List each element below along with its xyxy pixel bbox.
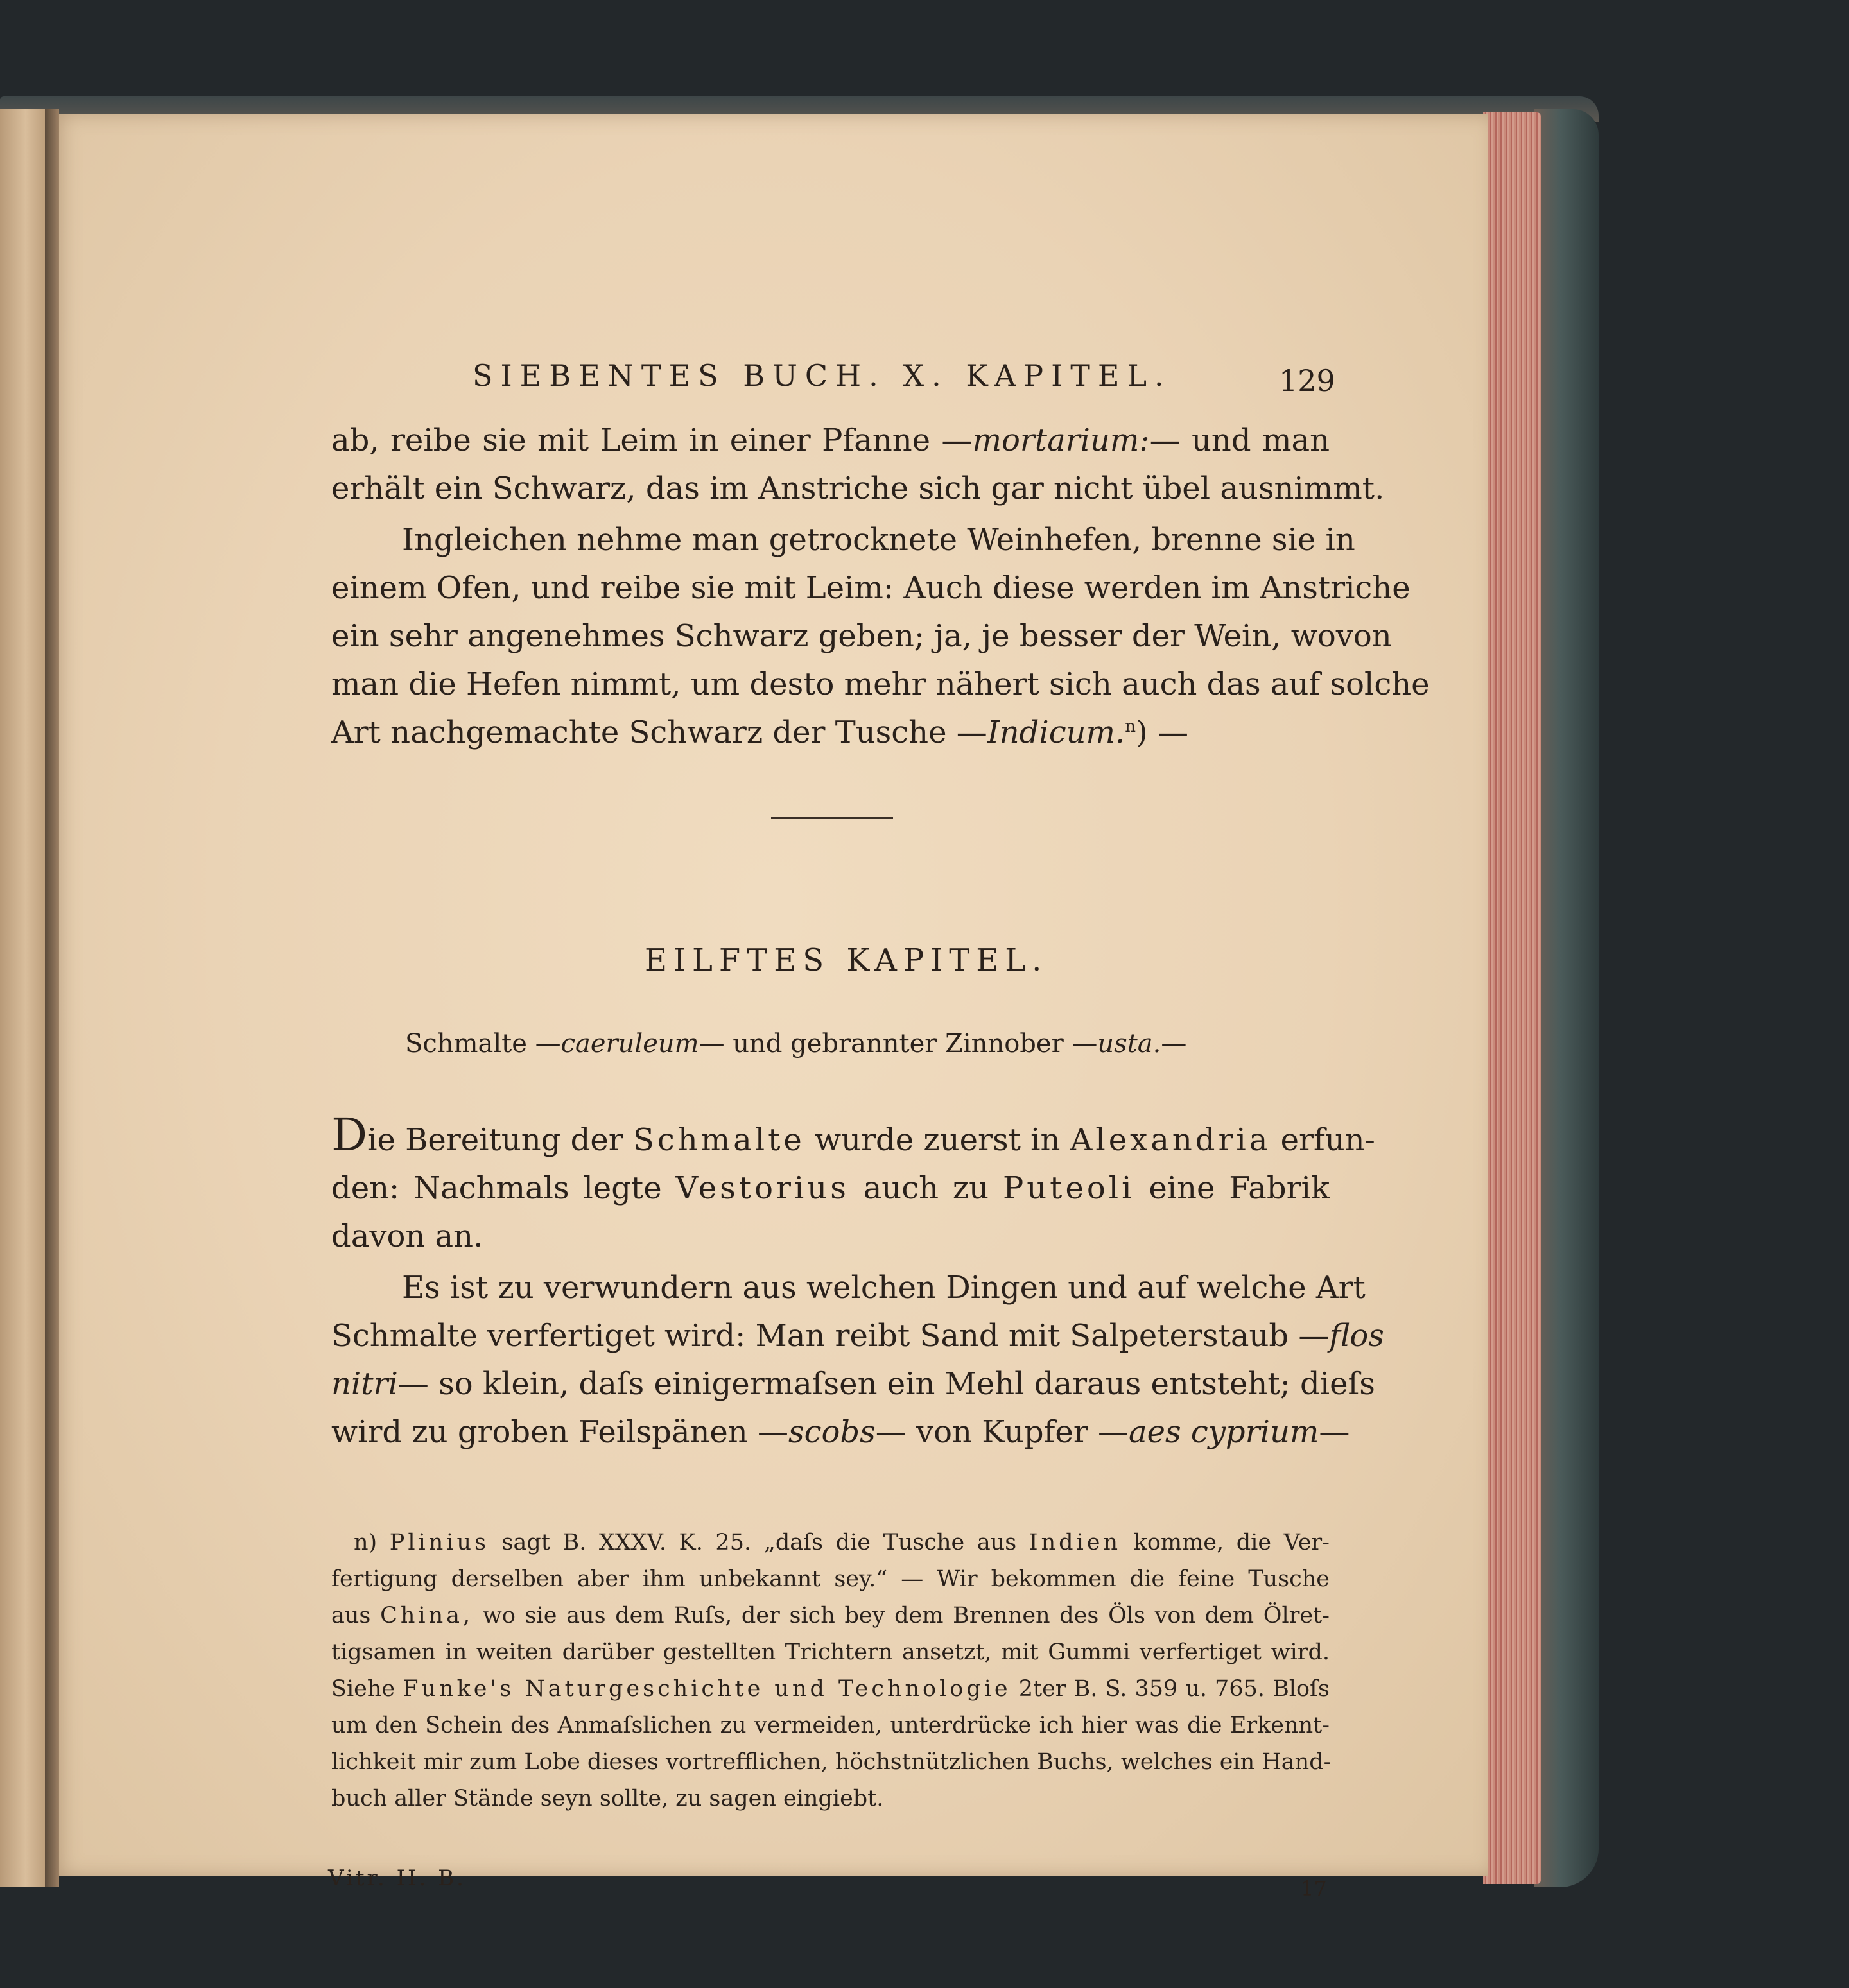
footnote-line: aus China, wo sie aus dem Ruſs, der sich bey dem Brennen des Öls von dem Ölret- bbox=[331, 1603, 1330, 1629]
footnote-line: Siehe Funke's Naturgeschichte und Technologie 2ter B. S. 359 u. 765. Bloſs bbox=[331, 1676, 1330, 1702]
section-divider bbox=[771, 817, 893, 819]
text-line: man die Hefen nimmt, um desto mehr nähert sich auch das auf solche bbox=[331, 666, 1430, 702]
page-block-red-edge bbox=[1483, 112, 1541, 1884]
chapter-title: EILFTES KAPITEL. bbox=[645, 942, 1048, 978]
chapter-subtitle: Schmalte —caeruleum— und gebrannter Zinnober —usta.— bbox=[405, 1029, 1187, 1059]
footnote-marker: n bbox=[1125, 717, 1136, 736]
page-number: 129 bbox=[1279, 363, 1335, 398]
text-line: davon an. bbox=[331, 1218, 483, 1254]
text-line: erhält ein Schwarz, das im Anstriche sich gar nicht übel ausnimmt. bbox=[331, 471, 1385, 506]
footnote-line: um den Schein des Anmaſslichen zu vermeiden, unterdrücke ich hier was die Erkennt- bbox=[331, 1713, 1330, 1738]
text-line: einem Ofen, und reibe sie mit Leim: Auch diese werden im Anstriche bbox=[331, 570, 1411, 606]
gutter-shadow bbox=[45, 109, 59, 1887]
text-line: wird zu groben Feilspänen —scobs— von Kupfer —aes cyprium— bbox=[331, 1414, 1350, 1450]
text-line: Schmalte verfertiget wird: Man reibt Sand mit Salpeterstaub —flos bbox=[331, 1318, 1384, 1354]
text-line: Es ist zu verwundern aus welchen Dingen und auf welche Art bbox=[402, 1270, 1366, 1306]
footnote-line: tigsamen in weiten darüber gestellten Trichtern ansetzt, mit Gummi verfertiget wird. bbox=[331, 1639, 1330, 1665]
book-page bbox=[55, 114, 1488, 1901]
drop-cap: D bbox=[331, 1109, 368, 1161]
facing-page-edge bbox=[0, 109, 51, 1887]
signature-number: 17 bbox=[1301, 1876, 1327, 1901]
footnote-line: n) Plinius sagt B. XXXV. K. 25. „daſs die Tusche aus Indien komme, die Ver- bbox=[354, 1530, 1330, 1555]
signature-mark: Vitr. II. B. bbox=[328, 1865, 466, 1891]
footnote-line: lichkeit mir zum Lobe dieses vortrefflichen, höchstnützlichen Buchs, welches ein Hand- bbox=[331, 1749, 1332, 1775]
text-line: Art nachgemachte Schwarz der Tusche —Indicum.$^n$) — bbox=[331, 714, 1188, 750]
text-line: den: Nachmals legte Vestorius auch zu Puteoli eine Fabrik bbox=[331, 1170, 1330, 1206]
text-line: Ingleichen nehme man getrocknete Weinhefen, brenne sie in bbox=[402, 522, 1355, 558]
text-line: Die Bereitung der Schmalte wurde zuerst in Alexandria erfun- bbox=[331, 1109, 1375, 1161]
text-line: ab, reibe sie mit Leim in einer Pfanne —mortarium:— und man bbox=[331, 422, 1330, 458]
text-line: ein sehr angenehmes Schwarz geben; ja, je besser der Wein, wovon bbox=[331, 618, 1392, 654]
footnote-line: fertigung derselben aber ihm unbekannt sey.“ — Wir bekommen die feine Tusche bbox=[331, 1566, 1330, 1592]
book-cover-edge bbox=[1534, 109, 1599, 1887]
text-line: nitri— so klein, daſs einigermaſsen ein Mehl daraus entsteht; dieſs bbox=[331, 1366, 1375, 1402]
running-head: SIEBENTES BUCH. X. KAPITEL. bbox=[473, 358, 1172, 393]
footnote-line: buch aller Stände seyn sollte, zu sagen eingiebt. bbox=[331, 1786, 884, 1811]
